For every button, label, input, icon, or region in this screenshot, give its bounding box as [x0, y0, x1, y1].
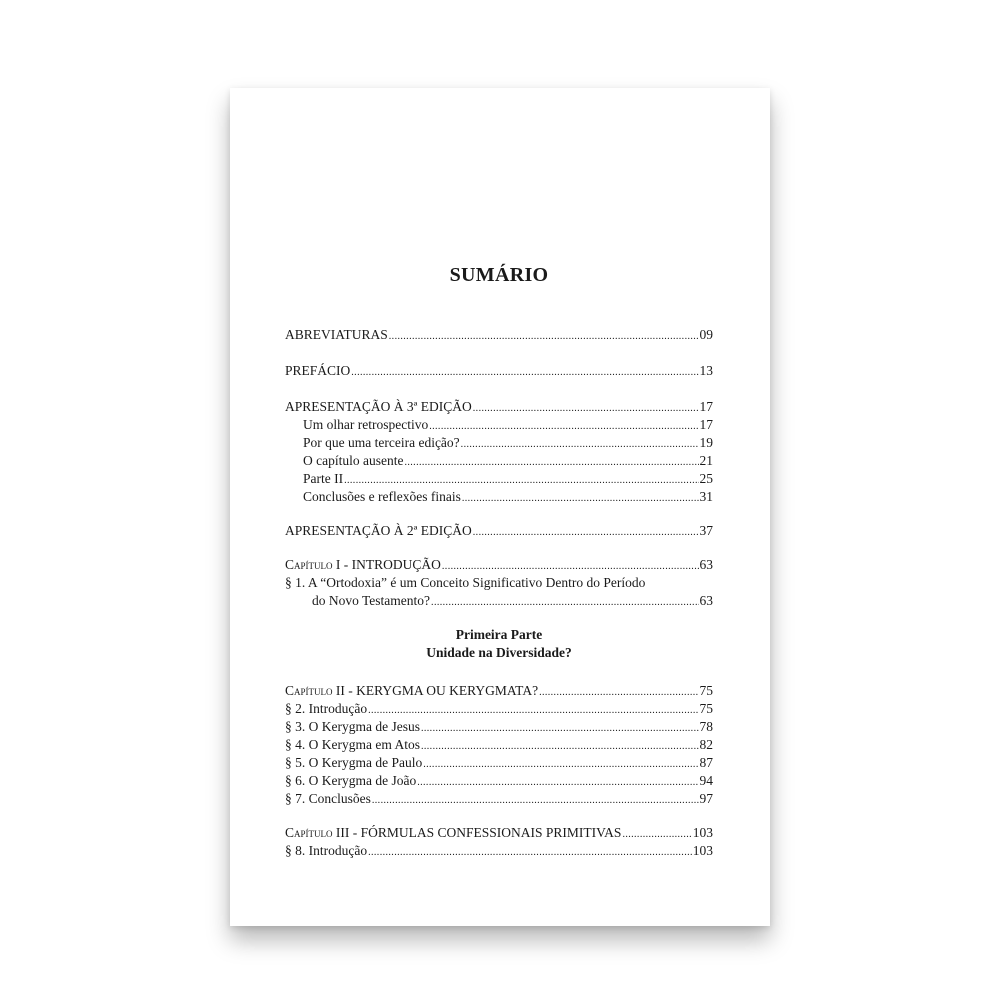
leader-dots [368, 700, 698, 720]
leader-dots [368, 842, 692, 862]
toc-subentry [285, 718, 713, 736]
toc-page-number: 75 [699, 683, 713, 698]
toc-entry-label: Parte II [303, 471, 344, 486]
toc-page-number: 09 [699, 327, 713, 342]
toc-page-number: 87 [699, 755, 713, 770]
leader-dots [421, 736, 699, 756]
leader-dots [431, 592, 698, 612]
toc-entry-label: § 2. Introdução [285, 701, 368, 716]
toc-entry-label: O capítulo ausente [303, 453, 404, 468]
toc-entry-label: PREFÁCIO [285, 363, 351, 378]
toc-page-number: 25 [699, 471, 713, 486]
toc-page-number: 82 [699, 737, 713, 752]
toc-page-number: 63 [699, 557, 713, 572]
leader-dots [404, 452, 698, 472]
leader-dots [351, 362, 698, 382]
leader-dots [389, 326, 699, 346]
leader-dots [344, 470, 698, 490]
leader-dots [461, 434, 699, 454]
toc-entry-label: APRESENTAÇÃO À 2ª EDIÇÃO [285, 523, 472, 538]
toc-page-number: 17 [699, 417, 713, 432]
toc-page-number: 19 [699, 435, 713, 450]
toc-entry-label: Conclusões e reflexões finais [303, 489, 461, 504]
toc-entry-prefacio [285, 362, 713, 380]
toc-entry-label: APRESENTAÇÃO À 3ª EDIÇÃO [285, 399, 472, 414]
leader-dots [462, 488, 699, 508]
toc-page-number: 103 [692, 825, 713, 840]
toc-entry-label: § 5. O Kerygma de Paulo [285, 755, 423, 770]
toc-page-number: 78 [699, 719, 713, 734]
toc-entry-label: do Novo Testamento? [312, 593, 431, 608]
toc-entry-capitulo-3 [285, 824, 713, 842]
chapter-title: I - INTRODUÇÃO [335, 557, 441, 572]
toc-entry-label: § 7. Conclusões [285, 791, 371, 806]
toc-subentry [285, 790, 713, 808]
toc-subentry [285, 842, 713, 860]
toc-entry-apresentacao-2 [285, 522, 713, 540]
leader-dots [539, 682, 698, 702]
leader-dots [372, 790, 699, 810]
toc-entry-label [285, 556, 441, 574]
toc-page-number: 17 [699, 399, 713, 414]
toc-entry-capitulo-2 [285, 682, 713, 700]
leader-dots [417, 772, 698, 792]
toc-entry-apresentacao-3 [285, 398, 713, 416]
toc-entry-capitulo-1 [285, 556, 713, 574]
toc-title: SUMÁRIO [449, 264, 549, 286]
toc-subentry [285, 772, 713, 790]
leader-dots [429, 416, 698, 436]
toc-subentry [303, 452, 713, 470]
leader-dots [442, 556, 699, 576]
toc-page-number: 31 [699, 489, 713, 504]
leader-dots [622, 824, 691, 844]
toc-subentry [303, 416, 713, 434]
part-title: Primeira Parte [455, 627, 543, 642]
toc-section-1-line2 [312, 592, 713, 610]
toc-page-number: 21 [699, 453, 713, 468]
chapter-prefix: Capítulo [285, 825, 333, 840]
toc-page-number: 75 [699, 701, 713, 716]
toc-page-number: 103 [692, 843, 713, 858]
toc-subentry [285, 736, 713, 754]
toc-entry-label [285, 824, 621, 842]
toc-page-number: 63 [699, 593, 713, 608]
toc-entry-label: § 4. O Kerygma em Atos [285, 737, 420, 752]
toc-entry-label: § 3. O Kerygma de Jesus [285, 719, 420, 734]
toc-subentry [303, 434, 713, 452]
chapter-title: III - FÓRMULAS CONFESSIONAIS PRIMITIVAS [335, 825, 622, 840]
chapter-prefix: Capítulo [285, 683, 333, 698]
toc-subentry [303, 488, 713, 506]
toc-page-number: 13 [699, 363, 713, 378]
leader-dots [423, 754, 698, 774]
chapter-title: II - KERYGMA OU KERYGMATA? [335, 683, 539, 698]
chapter-prefix: Capítulo [285, 557, 333, 572]
toc-entry-label: Um olhar retrospectivo [303, 417, 429, 432]
toc-page-number: 94 [699, 773, 713, 788]
toc-subentry [285, 700, 713, 718]
leader-dots [473, 522, 699, 542]
toc-entry-label: Por que uma terceira edição? [303, 435, 460, 450]
part-subtitle: Unidade na Diversidade? [426, 645, 572, 660]
toc-page-number: 37 [699, 523, 713, 538]
toc-page-number: 97 [699, 791, 713, 806]
toc-entry-label: § 6. O Kerygma de João [285, 773, 417, 788]
toc-section-1-line1: § 1. A “Ortodoxia” é um Conceito Significativo Dentro do Período [285, 575, 646, 590]
toc-entry-abreviaturas [285, 326, 713, 344]
toc-entry-label: ABREVIATURAS [285, 327, 388, 342]
toc-subentry [285, 754, 713, 772]
toc-entry-label: § 8. Introdução [285, 843, 368, 858]
leader-dots [421, 718, 699, 738]
toc-subentry [303, 470, 713, 488]
toc-entry-label [285, 682, 538, 700]
leader-dots [473, 398, 699, 418]
